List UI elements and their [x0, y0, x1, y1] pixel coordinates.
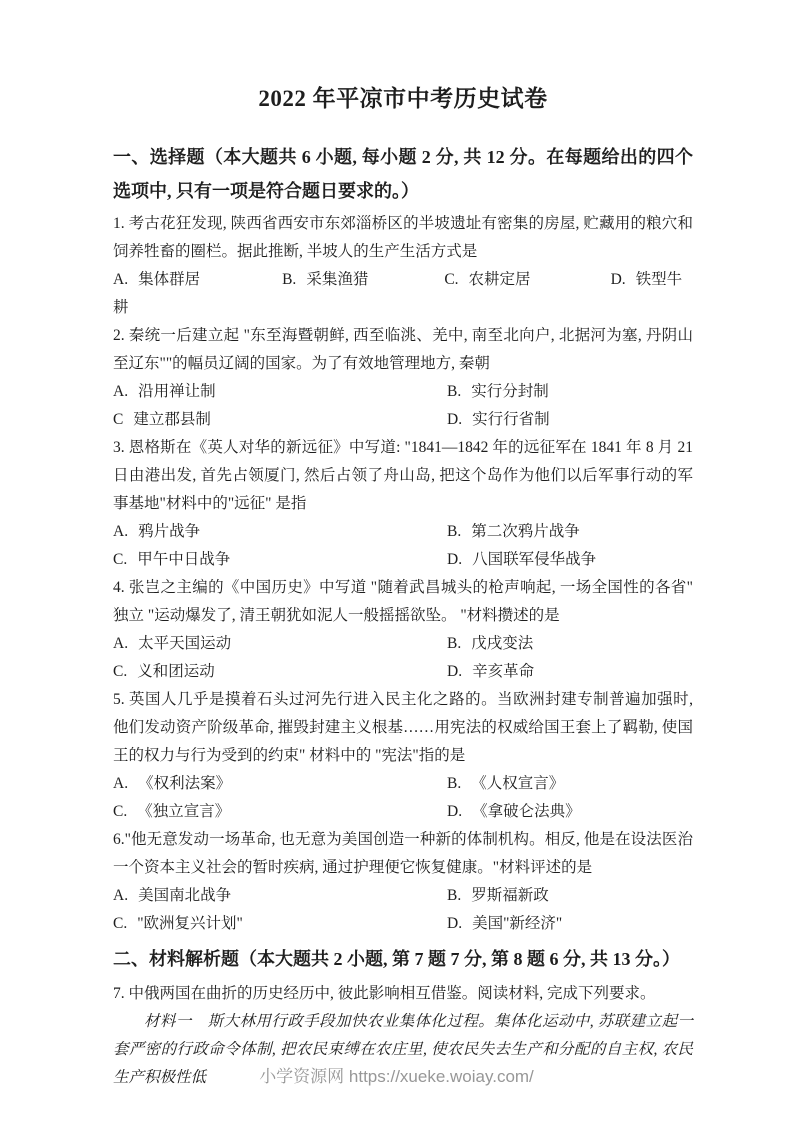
option-b	[447, 378, 693, 406]
option-label: D.	[447, 411, 463, 428]
option-text: 《人权宣言》	[471, 775, 565, 792]
question-2	[113, 322, 693, 434]
option-label: A.	[113, 775, 129, 792]
option-b	[282, 271, 368, 288]
option-text: 美国"新经济"	[472, 915, 563, 932]
option-a	[113, 378, 447, 406]
question-options	[113, 378, 693, 434]
option-label: D.	[447, 551, 463, 568]
option-text: 鸦片战争	[138, 523, 201, 540]
option-text: 建立郡县制	[133, 411, 211, 428]
option-label: B.	[447, 635, 462, 652]
option-text: 铁型牛耕	[113, 271, 683, 316]
option-text: 甲午中日战争	[137, 551, 231, 568]
option-text: "欧洲复兴计划"	[137, 915, 243, 932]
option-text: 戊戌变法	[471, 635, 534, 652]
question-options	[113, 770, 693, 826]
option-b	[447, 518, 693, 546]
option-label: A.	[113, 271, 129, 288]
option-label: B.	[447, 775, 462, 792]
question-4	[113, 574, 693, 686]
option-label: C.	[444, 271, 459, 288]
option-c	[444, 271, 530, 288]
option-text: 农耕定居	[468, 271, 531, 288]
option-c	[113, 546, 447, 574]
option-b	[447, 882, 693, 910]
section-1-heading: 一、选择题（本大题共 6 小题, 每小题 2 分, 共 12 分。在每题给出的四个选项中, 只有一项是符合题日要求的。）	[113, 147, 693, 201]
option-text: 采集渔猎	[306, 271, 369, 288]
option-b	[447, 770, 693, 798]
option-label: B.	[447, 887, 462, 904]
option-label: C.	[113, 551, 128, 568]
question-stem: 6."他无意发动一场革命, 也无意为美国创造一种新的体制机构。相反, 他是在设法医治一个资本主义社会的暂时疾病, 通过护理便它恢复健康。"材料评述的是	[113, 831, 693, 876]
page-title: 2022 年平凉市中考历史试卷	[258, 86, 548, 111]
section-2-heading: 二、材料解析题（本大题共 2 小题, 第 7 题 7 分, 第 8 题 6 分, 共 13 分。）	[113, 949, 680, 969]
question-stem: 4. 张岂之主编的《中国历史》中写道 "随着武昌城头的枪声响起, 一场全国性的各省" 独立 "运动爆发了, 清王朝犹如泥人一般摇摇欲坠。 "材料攒述的是	[113, 579, 693, 624]
exam-content	[113, 84, 693, 1092]
option-label: D.	[447, 915, 463, 932]
question-stem: 5. 英国人几乎是摸着石头过河先行进入民主化之路的。当欧洲封建专制普遍加强时, 他们发动资产阶级革命, 摧毁封建主义根基……用宪法的权威给国王套上了羁勒, 使国王的权力与行为受到的约束" 材料中的 "宪法"指的是	[113, 691, 693, 764]
question-3	[113, 434, 693, 574]
option-a	[113, 630, 447, 658]
option-d	[447, 546, 693, 574]
question-stem: 2. 秦统一后建立起 "东至海暨朝鲜, 西至临洮、羌中, 南至北向户, 北据河为塞, 丹阴山至辽东""的幅员辽阔的国家。为了有效地管理地方, 秦朝	[113, 327, 693, 372]
option-a	[113, 271, 200, 288]
option-label: B.	[282, 271, 297, 288]
option-d	[447, 406, 693, 434]
option-text: 集体群居	[138, 271, 201, 288]
option-text: 义和团运动	[137, 663, 215, 680]
option-label: A.	[113, 887, 129, 904]
option-label: C.	[113, 915, 128, 932]
option-label: C	[113, 411, 124, 428]
option-text: 辛亥革命	[472, 663, 535, 680]
option-d	[447, 658, 693, 686]
option-text: 美国南北战争	[138, 887, 232, 904]
option-c	[113, 798, 447, 826]
option-a	[113, 770, 447, 798]
option-d	[447, 910, 693, 938]
question-6	[113, 826, 693, 938]
option-label: D.	[610, 271, 626, 288]
question-stem: 3. 恩格斯在《英人对华的新远征》中写道: "1841—1842 年的远征军在 1841 年 8 月 21 日由港出发, 首先占领厦门, 然后占领了舟山岛, 把这个岛作为他们以后军事行动的军事基地"材料中的"远征" 是指	[113, 439, 693, 512]
option-text: 第二次鸦片战争	[471, 523, 580, 540]
question-stem: 7. 中俄两国在曲折的历史经历中, 彼此影响相互借鉴。阅读材料, 完成下列要求。	[113, 985, 656, 1002]
question-options	[113, 266, 693, 322]
option-label: B.	[447, 383, 462, 400]
option-text: 《权利法案》	[138, 775, 232, 792]
option-label: A.	[113, 523, 129, 540]
option-text: 实行行省制	[472, 411, 550, 428]
option-c	[113, 406, 447, 434]
option-a	[113, 882, 447, 910]
option-text: 《独立宣言》	[137, 803, 231, 820]
option-label: C.	[113, 663, 128, 680]
site-watermark-footer	[0, 1066, 793, 1088]
option-b	[447, 630, 693, 658]
option-label: D.	[447, 803, 463, 820]
option-label: C.	[113, 803, 128, 820]
option-label: A.	[113, 635, 129, 652]
question-stem: 1. 考古花狂发现, 陕西省西安市东郊淄桥区的半坡遗址有密集的房屋, 贮藏用的粮穴和饲养牲畜的圈栏。据此推断, 半坡人的生产生活方式是	[113, 215, 693, 260]
question-options	[113, 518, 693, 574]
question-1	[113, 210, 693, 322]
option-label: D.	[447, 663, 463, 680]
option-c	[113, 658, 447, 686]
option-text: 沿用禅让制	[138, 383, 216, 400]
option-c	[113, 910, 447, 938]
material-1-paragraph: 材料一 斯大林用行政手段加快农业集体化过程。集体化运动中, 苏联建立起一套严密的行政命令体制, 把农民束缚在农庄里, 使农民失去生产和分配的自主权, 农民生产积极性低	[113, 1013, 693, 1086]
option-text: 实行分封制	[471, 383, 549, 400]
option-label: B.	[447, 523, 462, 540]
question-options	[113, 882, 693, 938]
option-text: 《拿破仑法典》	[472, 803, 581, 820]
question-5	[113, 686, 693, 826]
question-options	[113, 630, 693, 686]
option-text: 八国联军侵华战争	[472, 551, 597, 568]
option-label: A.	[113, 383, 129, 400]
footer-text: 小学资源网 https://xueke.woiay.com/	[259, 1067, 534, 1086]
option-a	[113, 518, 447, 546]
option-d	[447, 798, 693, 826]
option-text: 太平天国运动	[138, 635, 232, 652]
option-text: 罗斯福新政	[471, 887, 549, 904]
